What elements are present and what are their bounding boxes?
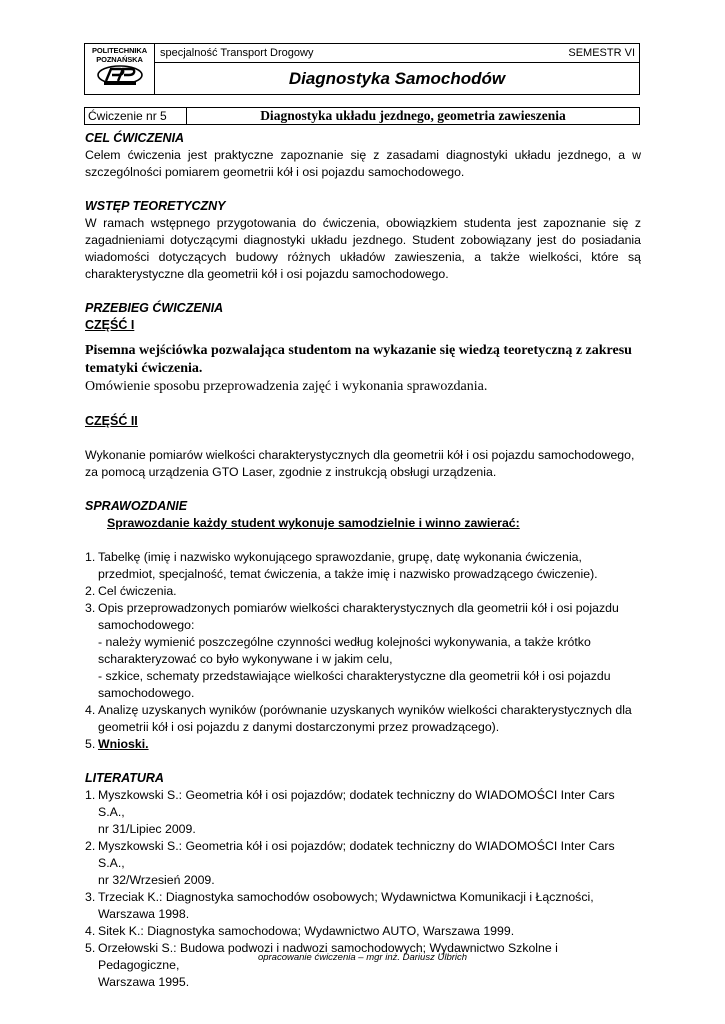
part2-text: Wykonanie pomiarów wielkości charakterystycznych dla geometrii kół i osi pojazdu samochodowego, za pomocą urządzenia GTO Laser, zgodnie z instrukcją obsługi urządzenia. [85, 448, 635, 479]
exercise-number: Ćwiczenie nr 5 [85, 108, 187, 124]
report-requirements-list [85, 549, 641, 753]
report-item-line: samochodowego. [98, 686, 195, 700]
literature-item [85, 923, 641, 940]
goal-text: Celem ćwiczenia jest praktyczne zapoznanie się z zasadami diagnostyki układu jezdnego, a w szczególności pomiarem geometrii kół i osi pojazdu samochodowego. [85, 148, 641, 179]
report-item-line: geometrii kół i osi pojazdu z danymi dostarczonymi przez prowadzącego). [98, 720, 500, 734]
literature-item-line: Myszkowski S.: Geometria kół i osi pojazdów; dodatek techniczny do WIADOMOŚCI Inter Cars S.A., [98, 788, 615, 819]
procedure-heading: PRZEBIEG ĆWICZENIA [85, 301, 224, 315]
report-item-line: przedmiot, specjalność, temat ćwiczenia, a także imię i nazwisko prowadzącego ćwiczenie). [98, 567, 598, 581]
report-item-line: Analizę uzyskanych wyników (porównanie uzyskanych wyników wielkości charakterystycznych dla [98, 703, 632, 717]
literature-item-line: Orzełowski S.: Budowa podwozi i nadwozi samochodowych; Wydawnictwo Szkolne i Pedagogiczne, [98, 941, 558, 972]
report-item-line: Cel ćwiczenia. [98, 584, 177, 598]
part1-bold-text: Pisemna wejściówka pozwalająca studentom na wykazanie się wiedzą teoretyczną z zakresu tematyki ćwiczenia. [85, 343, 632, 376]
report-subheading: Sprawozdanie każdy student wykonuje samodzielnie i winno zawierać: [107, 516, 520, 530]
report-item-line: - szkice, schematy przedstawiające wielkości charakterystyczne dla geometrii kół i osi pojazdu [98, 669, 611, 683]
exercise-row [84, 107, 640, 125]
literature-item [85, 838, 641, 889]
literature-item-number: 2. [85, 839, 96, 853]
logo-line1: POLITECHNIKA [91, 46, 148, 55]
report-item-line: Tabelkę (imię i nazwisko wykonującego sprawozdanie, grupę, datę wykonania ćwiczenia, [98, 550, 582, 564]
header-table [84, 43, 640, 95]
literature-item-number: 5. [85, 941, 96, 955]
report-item [85, 736, 641, 753]
report-item-line: scharakteryzować co było wykonywane i w jakim celu, [98, 652, 393, 666]
report-item-line: - należy wymienić poszczególne czynności według kolejności wykonywania, a także krótko [98, 635, 591, 649]
report-item-line: Opis przeprowadzonych pomiarów wielkości charakterystycznych dla geometrii kół i osi pojazdu [98, 601, 619, 615]
exercise-title: Diagnostyka układu jezdnego, geometria zawieszenia [260, 108, 566, 123]
document-body [85, 130, 641, 991]
report-item-line: samochodowego: [98, 618, 195, 632]
literature-item-line: Myszkowski S.: Geometria kół i osi pojazdów; dodatek techniczny do WIADOMOŚCI Inter Cars S.A., [98, 839, 615, 870]
literature-item [85, 940, 641, 991]
specialization: specjalność Transport Drogowy [160, 47, 314, 59]
report-item [85, 583, 641, 600]
report-item-number: 5. [85, 737, 96, 751]
report-item-number: 1. [85, 550, 96, 564]
literature-item-line: Trzeciak K.: Diagnostyka samochodów osobowych; Wydawnictwa Komunikacji i Łączności, [98, 890, 594, 904]
semester: SEMESTR VI [568, 47, 635, 59]
literature-heading: LITERATURA [85, 771, 164, 785]
literature-item-number: 4. [85, 924, 96, 938]
part1-text: Omówienie sposobu przeprowadzenia zajęć i wykonania sprawozdania. [85, 379, 488, 394]
report-item-line: Wnioski. [98, 737, 149, 751]
goal-heading: CEL ĆWICZENIA [85, 131, 185, 145]
literature-item-line: nr 31/Lipiec 2009. [98, 822, 196, 836]
literature-item [85, 787, 641, 838]
literature-item-number: 3. [85, 890, 96, 904]
literature-item [85, 889, 641, 923]
part2-heading: CZĘŚĆ II [85, 414, 138, 428]
report-heading: SPRAWOZDANIE [85, 499, 188, 513]
university-logo-icon [96, 65, 144, 87]
header-top-row [155, 44, 639, 63]
report-item-number: 3. [85, 601, 96, 615]
report-item-number: 2. [85, 584, 96, 598]
intro-heading: WSTĘP TEORETYCZNY [85, 199, 226, 213]
literature-item-line: Warszawa 1998. [98, 907, 190, 921]
literature-item-number: 1. [85, 788, 96, 802]
report-item-number: 4. [85, 703, 96, 717]
literature-item-line: Sitek K.: Diagnostyka samochodowa; Wydawnictwo AUTO, Warszawa 1999. [98, 924, 515, 938]
part1-heading: CZĘŚĆ I [85, 318, 135, 332]
footer-author: opracowanie ćwiczenia – mgr inż. Dariusz Ulbrich [257, 952, 468, 963]
report-item [85, 702, 641, 736]
intro-text: W ramach wstępnego przygotowania do ćwiczenia, obowiązkiem studenta jest zapoznanie się z zagadnieniami dotyczącymi diagnostyki układu jezdnego. Student zobowiązany jest do posiadania wiadomości dotyczących budowy różnych układów zawieszenia, a także wielkości, które są charakterystyczne dla geometrii kół i osi pojazdu samochodowego. [85, 216, 641, 281]
logo-line2: POZNAŃSKA [96, 55, 143, 64]
course-title: Diagnostyka Samochodów [288, 69, 506, 88]
literature-item-line: nr 32/Wrzesień 2009. [98, 873, 215, 887]
literature-item-line: Warszawa 1995. [98, 975, 190, 989]
report-item [85, 549, 641, 583]
logo [85, 44, 155, 94]
report-item [85, 600, 641, 702]
